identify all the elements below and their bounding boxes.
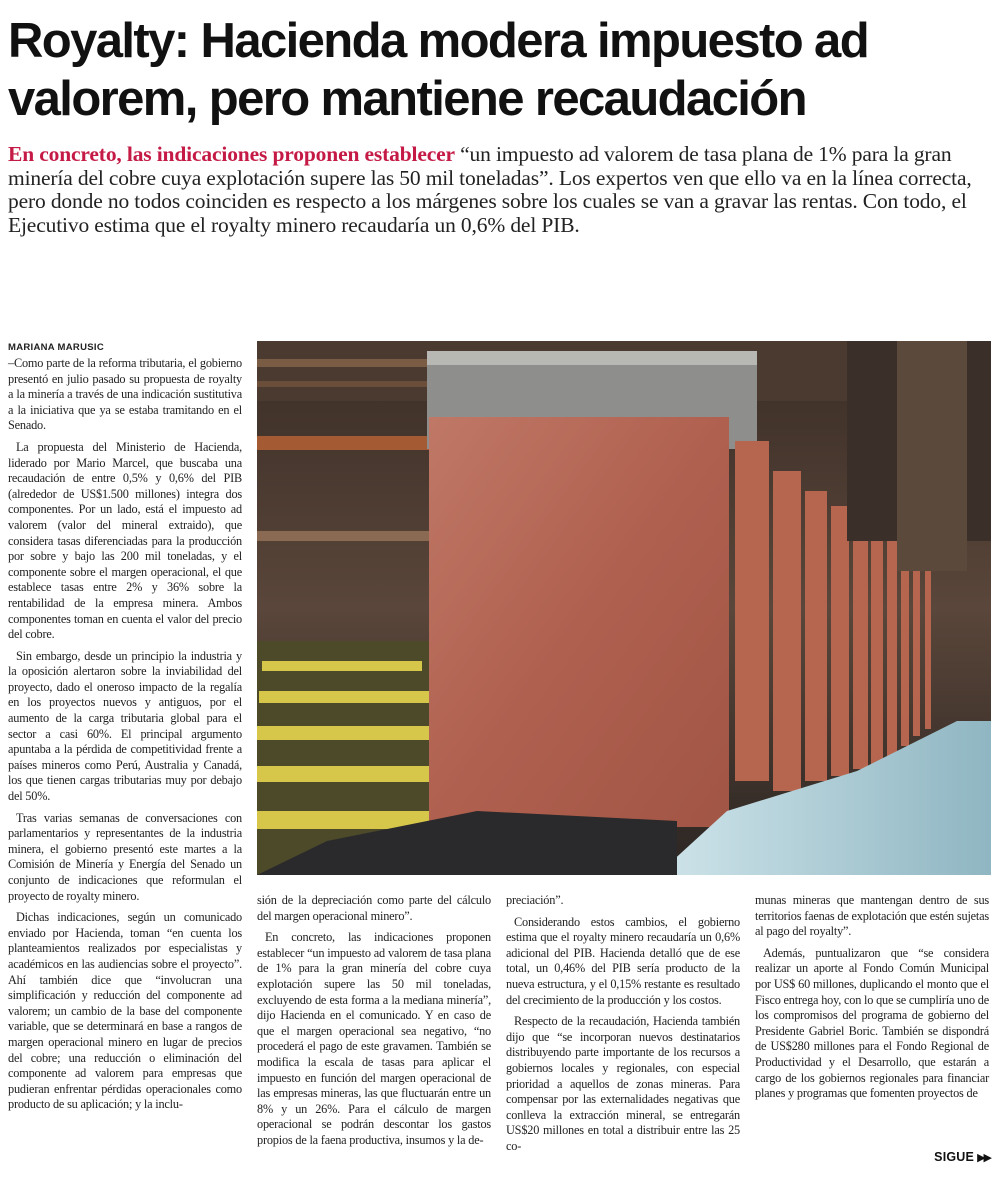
column-4 [755, 893, 989, 1108]
continue-marker [934, 1150, 990, 1164]
paragraph: La propuesta del Ministerio de Hacienda, liderado por Mario Marcel, que buscaba una recaudación de entre 0,5% y 0,6% del PIB (alrededor de US$1.500 millones) integra dos componentes. Por un lado, está el impuesto ad valorem (valor del mineral extraido), que considera tasas diferenciadas para la producción por sobre y bajo las 200 mil toneladas, y el componente sobre el margen operacional, el que establece tasas entre 2% y 36% sobre la rentabilidad de la empresa minera. Ambos componentes toman en cuenta el valor del precio del cobre. [8, 439, 242, 642]
paragraph: Sin embargo, desde un principio la industria y la oposición alertaron sobre la inviabilidad del proyecto, dado el oneroso impacto de la regalía en los proyectos nuevos y antiguos, por el aumento de la carga tributaria global para el sector a casi 60%. El principal argumento apuntaba a la pérdida de competitividad frente a países mineros como Perú, Australia y Canadá, los que tienen cargas tributarias muy por debajo del 50%. [8, 648, 242, 804]
continue-label: SIGUE [934, 1150, 975, 1164]
column-2 [257, 893, 491, 1155]
paragraph: Considerando estos cambios, el gobierno estima que el royalty minero recaudaría un 0,6% adicional del PIB. Hacienda detalló que de ese total, un 0,46% del PIB sería producto de la nueva estructura, y el 0,15% restante es resultado del crecimiento de la producción y los costos. [506, 914, 740, 1007]
paragraph: Tras varias semanas de conversaciones con parlamentarios y representantes de la industria minera, el gobierno presentó este martes a la Comisión de Minería y Energía del Senado un conjunto de indicaciones que reformulan el proyecto de royalty minero. [8, 810, 242, 903]
column-1 [8, 356, 242, 1119]
column-3 [506, 893, 740, 1161]
byline: MARIANA MARUSIC [8, 342, 104, 353]
lead-text: “un impuesto ad valorem de tasa plana de 1% para la gran minería del cobre cuya explotación supere las 50 mil toneladas”. Los expertos ven que ello va en la línea correcta, pero donde no todos coinciden es respecto a los márgenes sobre los cuales se van a gravar las rentas. Con todo, el Ejecutivo estima que el royalty minero recaudaría un 0,6% del PIB. [8, 142, 972, 237]
paragraph: preciación”. [506, 893, 564, 907]
double-arrow-icon: ▶▶ [977, 1152, 990, 1164]
paragraph: Dichas indicaciones, según un comunicado enviado por Hacienda, toman “en cuenta los planteamientos realizados por especialistas y académicos en las audiencias sobre el proyecto”. Ahí también dice que “involucran una simplificación y reducción del componente ad valorem; un cambio de la base del componente variable, que se determinará en base a rangos de margen operacional minero en lugar de precios del cobre; una reducción o eliminación del componente ad valorem para empresas que pudieran enfrentar pérdidas operacionales como producto de su aplicación; y la inclu- [8, 910, 242, 1112]
paragraph: sión de la depreciación como parte del cálculo del margen operacional minero”. [257, 893, 491, 923]
paragraph: munas mineras que mantengan dentro de sus territorios faenas de explotación que estén sujetas al pago del royalty”. [755, 893, 989, 939]
paragraph: Respecto de la recaudación, Hacienda también dijo que “se incorporan nuevos destinatarios distribuyendo parte importante de los recursos a gobiernos locales y regionales, con especial prioridad a aquellos de zonas mineras. Para compensar por las externalidades negativas que conlleva la extracción mineral, se entregarán US$20 millones en total a distribuir entre las 25 co- [506, 1014, 740, 1153]
lead-paragraph [8, 143, 993, 237]
headline: Royalty: Hacienda modera impuesto ad valorem, pero mantiene recaudación [8, 14, 869, 126]
lead-emphasis: En concreto, las indicaciones proponen establecer [8, 142, 455, 166]
copper-cathodes-photo [257, 341, 991, 875]
paragraph: Además, puntualizaron que “se considera realizar un aporte al Fondo Común Municipal por US$ 60 millones, duplicando el monto que el Fisco entrega hoy, con lo que se cumpliría uno de los compromisos del programa de gobierno del Presidente Gabriel Boric. También se dispondrá de US$280 millones para el Fondo Regional de Productividad y el Desarrollo, que estarán a cargo de los gobiernos regionales para financiar planes y programas que fomenten proyectos de [755, 945, 989, 1101]
paragraph: En concreto, las indicaciones proponen establecer “un impuesto ad valorem de tasa plana de 1% para la gran minería del cobre cuya explotación supere las 50 mil toneladas, excluyendo de esta forma a la mediana minería”, dijo Hacienda en el comunicado. Y en caso de que el margen operacional sea negativo, “no procederá el pago de este gravamen. También se modifica la escala de tasas para aplicar el impuesto en función del margen operacional de las empresas mineras, las que fluctuarán entre un 8% y un 26%. Para el cálculo de margen operacional se podrán descontar los gastos propios de la faena productiva, insumos y la de- [257, 930, 491, 1147]
paragraph: –Como parte de la reforma tributaria, el gobierno presentó en julio pasado su propuesta de royalty a la minería a través de una indicación sustitutiva a la iniciativa que ya se estaba tramitando en el Senado. [8, 356, 242, 433]
